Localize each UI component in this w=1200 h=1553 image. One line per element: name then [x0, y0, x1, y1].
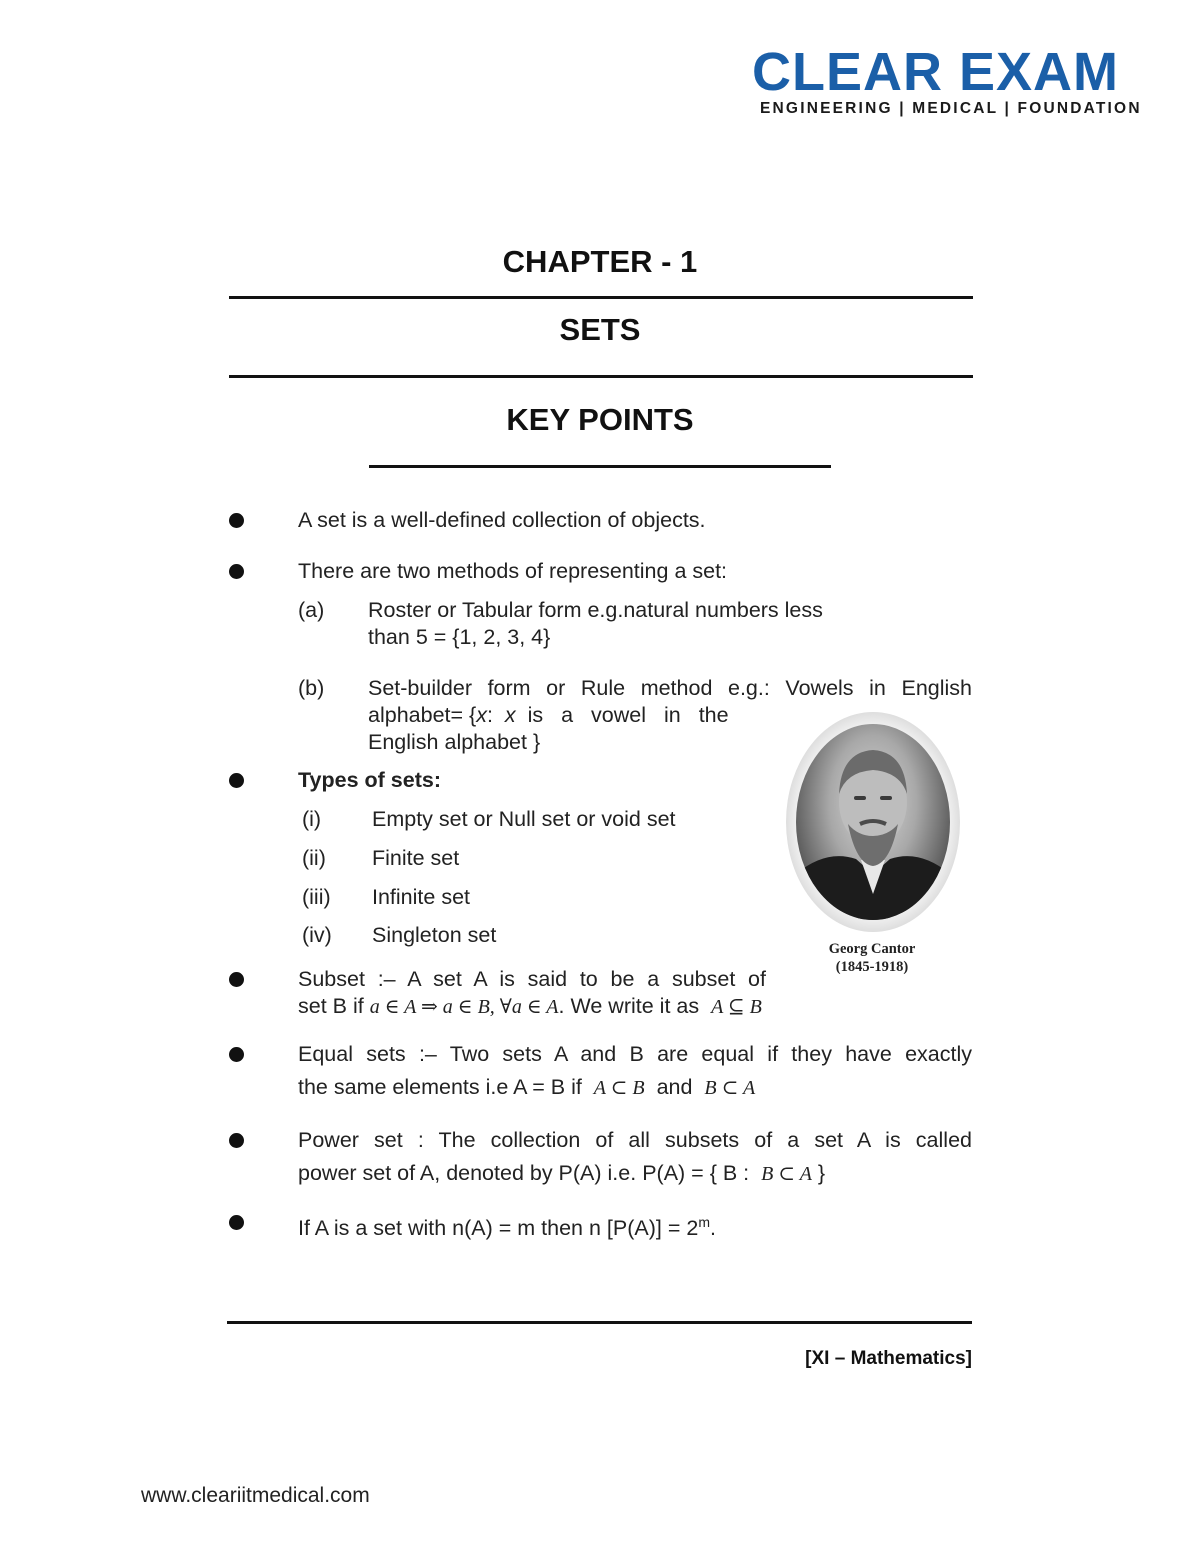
footer-url[interactable]: www.cleariitmedical.com [141, 1484, 370, 1507]
type-label: (ii) [302, 846, 326, 870]
math-expression: A ⊂ B [593, 1077, 645, 1099]
logo-wordmark: LEAR EXAM [792, 42, 1120, 102]
divider-2 [229, 375, 973, 378]
types-heading: Types of sets: [298, 768, 441, 792]
page-title: SETS [559, 312, 641, 347]
bullet-dot [229, 564, 244, 579]
text: alphabet= { [368, 703, 477, 727]
power-line1: Power set : The collection of all subsets of a set A is called [298, 1128, 972, 1152]
text: and [656, 1075, 693, 1099]
text: power set of A, denoted by P(A) i.e. P(A) = { B : [298, 1161, 750, 1185]
type-text: Infinite set [372, 885, 470, 909]
logo-letter-c: C [752, 42, 792, 102]
method-b-line1: Set-builder form or Rule method e.g.: Vowels in English [368, 676, 972, 700]
bullet-dot [229, 972, 244, 987]
bullet-dot [229, 1215, 244, 1230]
subset-line1: Subset :– A set A is said to be a subset of [298, 967, 766, 991]
var-x: x [476, 703, 487, 727]
math-expression: A ⊆ B [711, 996, 762, 1018]
bullet-dot [229, 773, 244, 788]
bullet-dot [229, 513, 244, 528]
subject-label: [XI – Mathematics] [805, 1348, 972, 1369]
text: : [486, 703, 493, 727]
portrait-caption-name: Georg Cantor [828, 941, 916, 957]
section-heading: KEY POINTS [506, 402, 694, 437]
equal-line1: Equal sets :– Two sets A and B are equal if they have exactly [298, 1042, 972, 1066]
math-expression: B ⊂ A [761, 1163, 812, 1185]
portrait-caption-years: (1845-1918) [835, 959, 909, 975]
text: } [817, 1161, 826, 1185]
type-label: (i) [302, 807, 322, 831]
method-b-label: (b) [298, 676, 325, 700]
math-expression: a ∈ A ⇒ a ∈ B, ∀a ∈ A [369, 996, 559, 1018]
method-a-line2: than 5 = {1, 2, 3, 4} [368, 625, 551, 649]
superscript: m [698, 1214, 710, 1230]
logo-tagline: ENGINEERING | MEDICAL | FOUNDATION [760, 100, 1142, 117]
method-b-line3: English alphabet } [368, 730, 541, 754]
georg-cantor-portrait-icon [796, 724, 950, 920]
type-label: (iii) [302, 885, 331, 909]
key-point-methods: There are two methods of representing a set: [298, 559, 728, 583]
text: is a vowel in the [527, 703, 729, 727]
portrait-image [796, 724, 950, 920]
text: . [709, 1216, 716, 1241]
var-x: x [504, 703, 516, 727]
text: If A is a set with n(A) = m then n [P(A)] = 2 [298, 1216, 699, 1241]
divider-3 [369, 465, 831, 468]
math-expression: B ⊂ A [704, 1077, 756, 1099]
footer-divider [227, 1321, 972, 1324]
subset-line2 [298, 993, 762, 1021]
method-a-label: (a) [298, 598, 325, 622]
text: . We write it as [558, 994, 700, 1018]
key-point-definition: A set is a well-defined collection of objects. [298, 508, 706, 532]
equal-line2 [298, 1074, 755, 1102]
method-a-line1: Roster or Tabular form e.g.natural numbers less [368, 598, 823, 622]
brand-logo [752, 42, 1152, 102]
type-label: (iv) [302, 923, 332, 947]
type-text: Singleton set [372, 923, 497, 947]
method-b-line2 [368, 702, 766, 729]
bullet-dot [229, 1047, 244, 1062]
power-line2 [298, 1160, 825, 1188]
text: set B if [298, 994, 364, 1018]
type-text: Empty set or Null set or void set [372, 807, 676, 831]
chapter-heading: CHAPTER - 1 [502, 244, 698, 279]
type-text: Finite set [372, 846, 460, 870]
divider-1 [229, 296, 973, 299]
text: the same elements i.e A = B if [298, 1075, 582, 1099]
bullet-dot [229, 1133, 244, 1148]
power-set-count [298, 1209, 716, 1242]
